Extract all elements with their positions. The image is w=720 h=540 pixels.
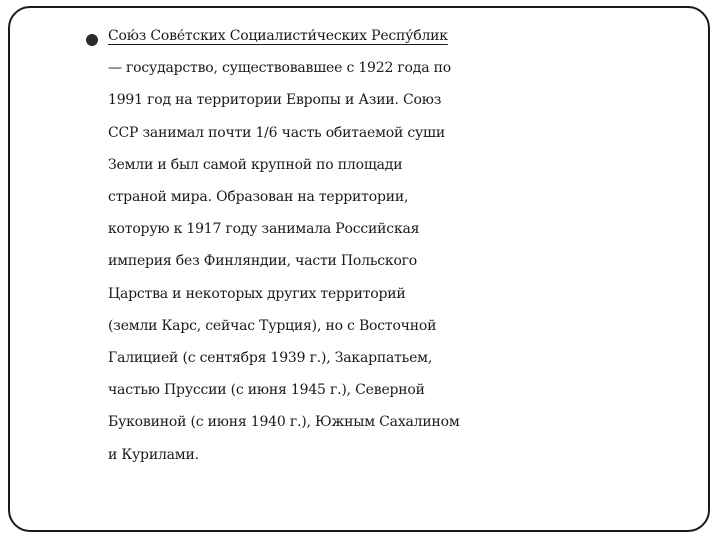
paragraph-line: Сою́з Сове́тских Социалисти́ческих Респу́блик: [108, 28, 448, 44]
paragraph-line: страной мира. Образован на территории,: [108, 189, 409, 206]
paragraph-line: ССР занимал почти 1/6 часть обитаемой суши: [108, 124, 445, 141]
paragraph-line: (земли Карс, сейчас Турция), но с Восточной: [108, 317, 437, 334]
paragraph-line: Земли и был самой крупной по площади: [108, 156, 403, 173]
paragraph-line: Царства и некоторых других территорий: [108, 285, 406, 302]
paragraph-line: Буковиной (с июня 1940 г.), Южным Сахалином: [108, 414, 460, 431]
paragraph-line: империя без Финляндии, части Польского: [108, 253, 418, 270]
paragraph-line: и Курилами.: [108, 446, 199, 463]
bullet-paragraph: [108, 20, 712, 471]
paragraph-line: Галицией (с сентября 1939 г.), Закарпатьем,: [108, 350, 433, 367]
bullet-dot-icon: [86, 34, 98, 46]
paragraph-line: которую к 1917 году занимала Российская: [108, 221, 420, 238]
paragraph-line: — государство, существовавшее с 1922 года по: [108, 60, 451, 77]
paragraph-line: 1991 год на территории Европы и Азии. Союз: [108, 92, 442, 109]
paragraph-line: частью Пруссии (с июня 1945 г.), Северной: [108, 382, 425, 399]
